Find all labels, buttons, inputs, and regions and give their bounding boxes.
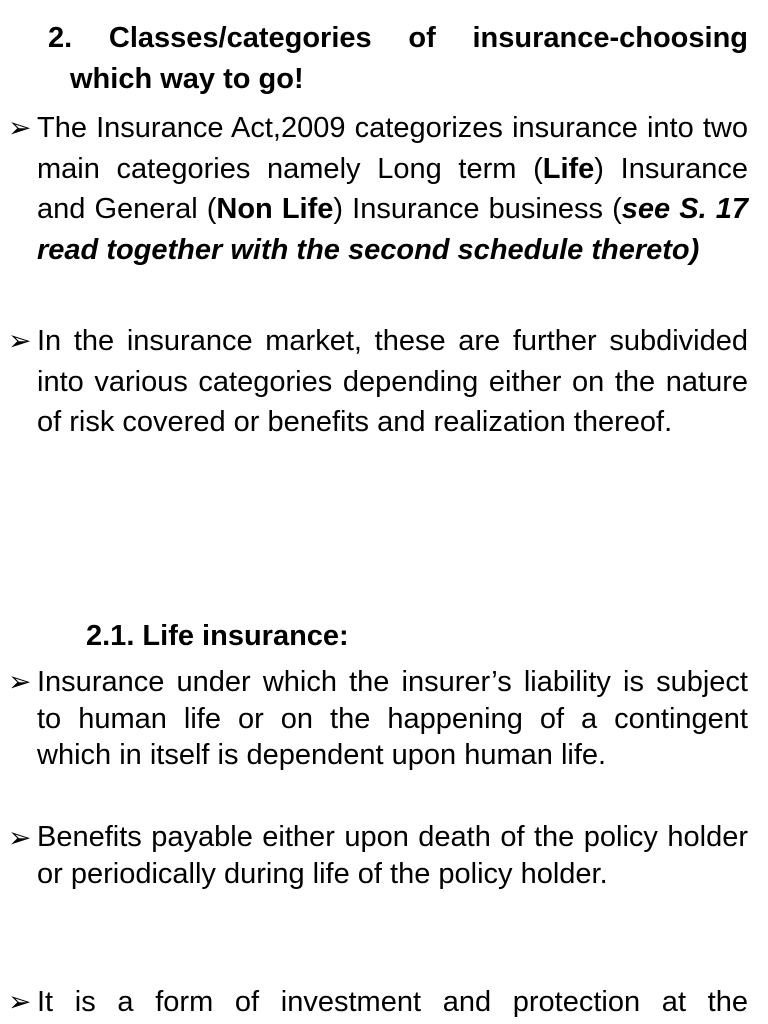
text-run: The Insurance Act,2009 categorizes insurance into two main categories namely Long term ( xyxy=(37,112,748,185)
section-heading-line-1 xyxy=(48,18,748,59)
text-run-bold-italic: see S. 17 read together with the second schedule thereto) xyxy=(37,193,748,266)
bullet-text: It is a form of investment and protection at the xyxy=(37,986,748,1018)
arrowhead-bullet-icon: ➢ xyxy=(8,822,32,853)
bullet-investment-protection xyxy=(8,982,748,1022)
text-run: ) Insurance and General ( xyxy=(37,152,748,225)
heading-word: of xyxy=(408,22,436,54)
arrowhead-bullet-icon: ➢ xyxy=(8,666,32,697)
text-run: ) Insurance business ( xyxy=(333,193,622,225)
text-run-bold: Non Life xyxy=(216,193,334,225)
bullet-insurance-act xyxy=(8,108,748,270)
text-run-bold: Life xyxy=(542,152,595,185)
heading-word: Classes/categories xyxy=(108,22,372,54)
bullet-text: Insurance under which the insurer’s liability is subject to human life or on the happening of a contingent which in itself is dependent upon human life. xyxy=(37,666,748,771)
section-heading-line-2: which way to go! xyxy=(70,63,304,95)
bullet-insurer-liability xyxy=(8,664,748,774)
subsection-heading: 2.1. Life insurance: xyxy=(86,620,349,652)
section-number: 2. xyxy=(48,22,73,54)
bullet-text: In the insurance market, these are further subdivided into various categories depending either on the nature of risk covered or benefits and realization thereof. xyxy=(37,325,748,438)
arrowhead-bullet-icon: ➢ xyxy=(8,325,32,356)
heading-word: insurance-choosing xyxy=(472,22,748,54)
bullet-text xyxy=(37,108,748,270)
bullet-insurance-market xyxy=(8,321,748,443)
arrowhead-bullet-icon: ➢ xyxy=(8,112,32,143)
section-heading xyxy=(48,18,748,100)
bullet-benefits-payable xyxy=(8,819,748,893)
arrowhead-bullet-icon: ➢ xyxy=(8,986,32,1017)
bullet-text: Benefits payable either upon death of the policy holder or periodically during life of the policy holder. xyxy=(37,821,748,890)
